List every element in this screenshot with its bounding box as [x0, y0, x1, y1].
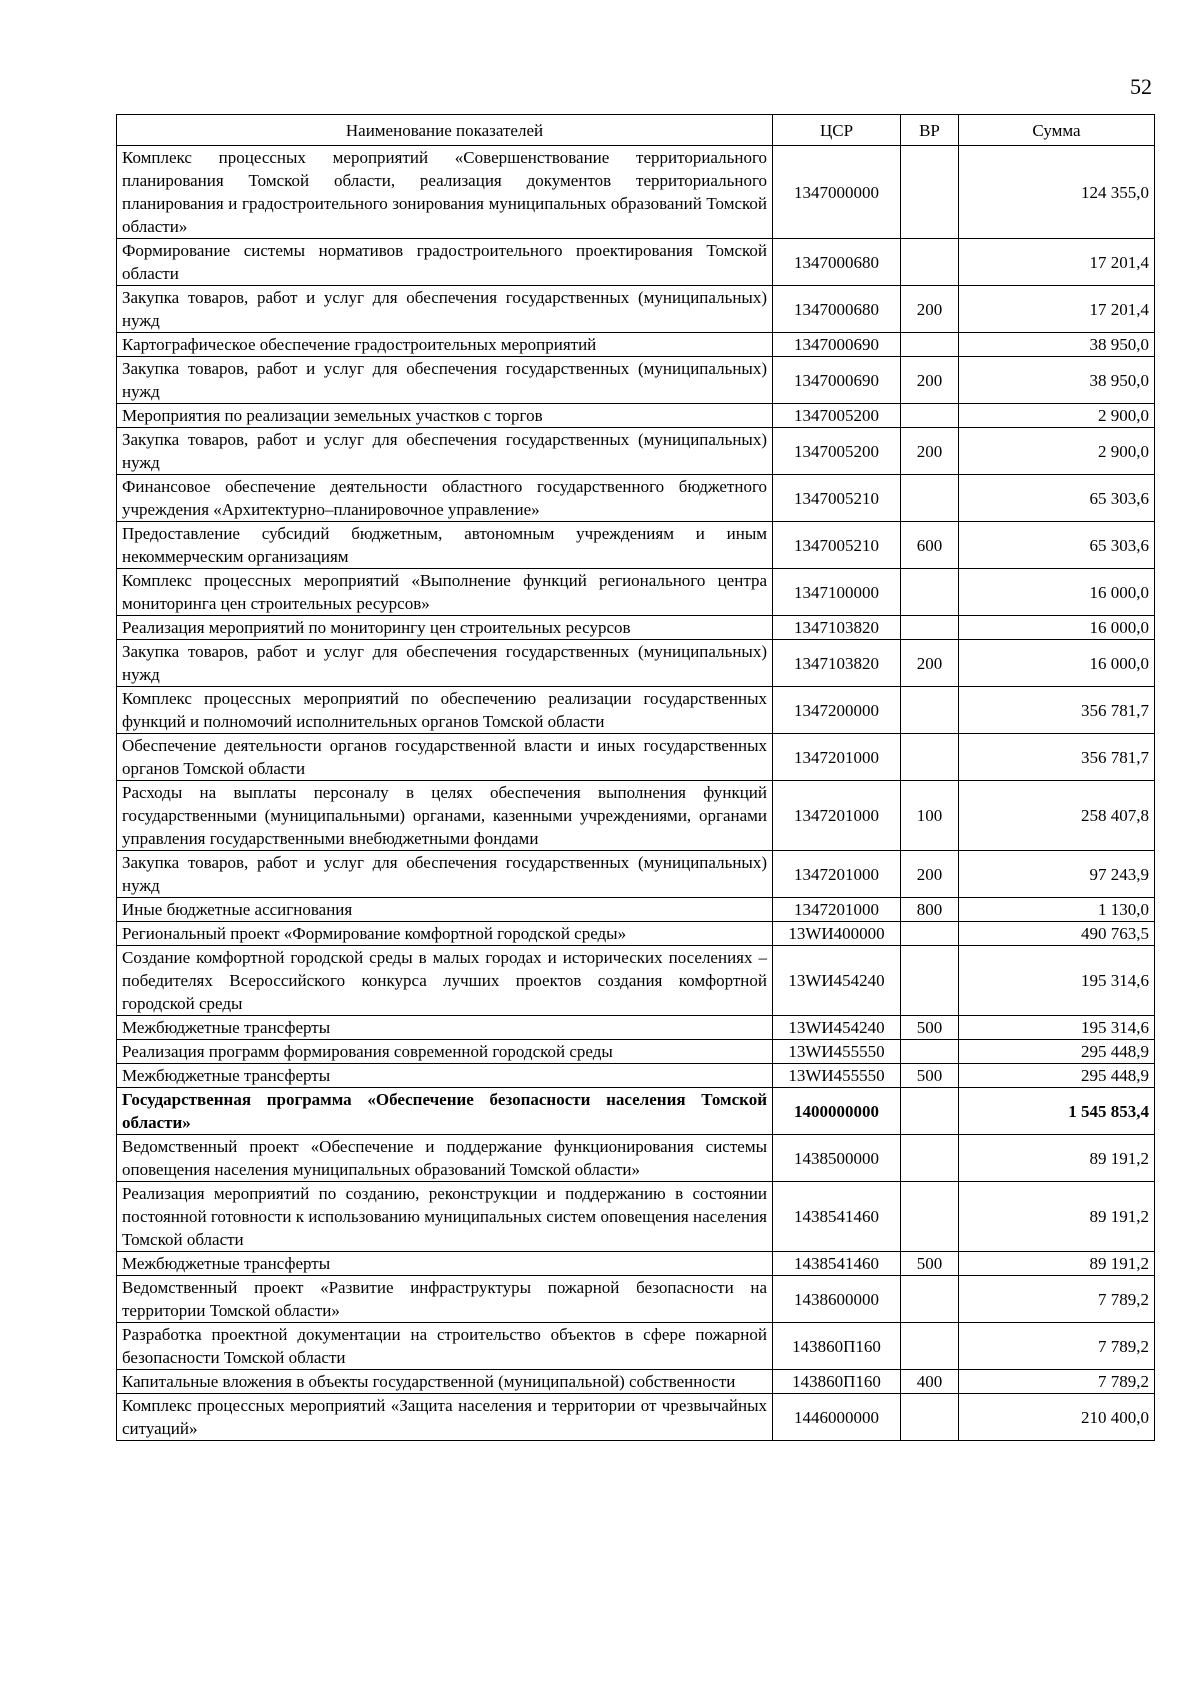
row-sum: 65 303,6 [959, 522, 1155, 569]
table-row [117, 286, 1155, 333]
row-name: Реализация мероприятий по созданию, реконструкции и поддержанию в состоянии постоянной готовности к использованию муниципальных систем оповещения населения Томской области [117, 1182, 773, 1252]
row-vr-code [901, 616, 959, 640]
row-csr-code: 1438541460 [773, 1182, 901, 1252]
row-sum: 7 789,2 [959, 1370, 1155, 1394]
row-csr-code: 1347201000 [773, 734, 901, 781]
row-csr-code: 1347000000 [773, 146, 901, 239]
row-csr-code: 1347201000 [773, 781, 901, 851]
row-name: Межбюджетные трансферты [117, 1064, 773, 1088]
row-vr-code [901, 333, 959, 357]
row-name: Государственная программа «Обеспечение безопасности населения Томской области» [117, 1088, 773, 1135]
row-name: Закупка товаров, работ и услуг для обеспечения государственных (муниципальных) нужд [117, 286, 773, 333]
table-row [117, 1064, 1155, 1088]
row-sum: 89 191,2 [959, 1135, 1155, 1182]
table-row [117, 1252, 1155, 1276]
row-sum: 65 303,6 [959, 475, 1155, 522]
row-vr-code [901, 1040, 959, 1064]
row-vr-code: 200 [901, 851, 959, 898]
row-name: Иные бюджетные ассигнования [117, 898, 773, 922]
row-sum: 16 000,0 [959, 640, 1155, 687]
row-sum: 97 243,9 [959, 851, 1155, 898]
row-name: Расходы на выплаты персоналу в целях обеспечения выполнения функций государственными (муниципальными) органами, казенными учреждениями, органами управления государственными внебюджетными фондами [117, 781, 773, 851]
row-sum: 89 191,2 [959, 1182, 1155, 1252]
row-sum: 124 355,0 [959, 146, 1155, 239]
row-vr-code [901, 404, 959, 428]
row-csr-code: 13WИ455550 [773, 1064, 901, 1088]
table-row [117, 1088, 1155, 1135]
table-row [117, 1182, 1155, 1252]
table-row [117, 1135, 1155, 1182]
row-name: Комплекс процессных мероприятий «Выполнение функций регионального центра мониторинга цен строительных ресурсов» [117, 569, 773, 616]
budget-table [116, 114, 1155, 1441]
row-csr-code: 1438500000 [773, 1135, 901, 1182]
row-vr-code: 200 [901, 428, 959, 475]
row-csr-code: 143860П160 [773, 1323, 901, 1370]
row-sum: 295 448,9 [959, 1064, 1155, 1088]
row-csr-code: 1347005210 [773, 475, 901, 522]
row-csr-code: 1347005200 [773, 428, 901, 475]
row-sum: 490 763,5 [959, 922, 1155, 946]
table-row [117, 1040, 1155, 1064]
table-row [117, 922, 1155, 946]
row-name: Комплекс процессных мероприятий по обеспечению реализации государственных функций и полномочий исполнительных органов Томской области [117, 687, 773, 734]
row-sum: 38 950,0 [959, 357, 1155, 404]
row-csr-code: 1347005200 [773, 404, 901, 428]
row-sum: 295 448,9 [959, 1040, 1155, 1064]
row-csr-code: 1347000690 [773, 333, 901, 357]
row-sum: 258 407,8 [959, 781, 1155, 851]
row-name: Закупка товаров, работ и услуг для обеспечения государственных (муниципальных) нужд [117, 428, 773, 475]
row-name: Реализация мероприятий по мониторингу цен строительных ресурсов [117, 616, 773, 640]
row-name: Ведомственный проект «Обеспечение и поддержание функционирования системы оповещения населения муниципальных образований Томской области» [117, 1135, 773, 1182]
row-sum: 89 191,2 [959, 1252, 1155, 1276]
row-sum: 1 545 853,4 [959, 1088, 1155, 1135]
row-csr-code: 1438600000 [773, 1276, 901, 1323]
row-vr-code: 500 [901, 1064, 959, 1088]
table-header-row [117, 115, 1155, 146]
row-vr-code: 200 [901, 640, 959, 687]
row-csr-code: 13WИ455550 [773, 1040, 901, 1064]
row-csr-code: 1347100000 [773, 569, 901, 616]
row-name: Комплекс процессных мероприятий «Совершенствование территориального планирования Томской области, реализация документов территориального планирования и градостроительного зонирования муниципальных образований Томской области» [117, 146, 773, 239]
row-name: Капитальные вложения в объекты государственной (муниципальной) собственности [117, 1370, 773, 1394]
row-name: Ведомственный проект «Развитие инфраструктуры пожарной безопасности на территории Томской области» [117, 1276, 773, 1323]
row-name: Закупка товаров, работ и услуг для обеспечения государственных (муниципальных) нужд [117, 640, 773, 687]
table-row [117, 404, 1155, 428]
row-vr-code [901, 946, 959, 1016]
row-vr-code: 200 [901, 286, 959, 333]
row-name: Комплекс процессных мероприятий «Защита населения и территории от чрезвычайных ситуаций» [117, 1394, 773, 1441]
row-csr-code: 1446000000 [773, 1394, 901, 1441]
row-csr-code: 1347000680 [773, 286, 901, 333]
table-row [117, 522, 1155, 569]
table-row [117, 616, 1155, 640]
row-vr-code: 600 [901, 522, 959, 569]
table-row [117, 333, 1155, 357]
row-vr-code: 800 [901, 898, 959, 922]
page-number: 52 [1130, 74, 1152, 99]
row-csr-code: 143860П160 [773, 1370, 901, 1394]
row-sum: 356 781,7 [959, 734, 1155, 781]
row-sum: 356 781,7 [959, 687, 1155, 734]
row-name: Создание комфортной городской среды в малых городах и исторических поселениях – победителях Всероссийского конкурса лучших проектов создания комфортной городской среды [117, 946, 773, 1016]
row-vr-code [901, 687, 959, 734]
row-sum: 2 900,0 [959, 404, 1155, 428]
table-row [117, 1276, 1155, 1323]
row-name: Предоставление субсидий бюджетным, автономным учреждениям и иным некоммерческим организациям [117, 522, 773, 569]
row-csr-code: 1347200000 [773, 687, 901, 734]
row-csr-code: 1347005210 [773, 522, 901, 569]
row-csr-code: 1347103820 [773, 640, 901, 687]
row-csr-code: 1347000680 [773, 239, 901, 286]
row-csr-code: 13WИ454240 [773, 1016, 901, 1040]
row-sum: 16 000,0 [959, 569, 1155, 616]
row-name: Межбюджетные трансферты [117, 1252, 773, 1276]
row-name: Межбюджетные трансферты [117, 1016, 773, 1040]
table-row [117, 734, 1155, 781]
row-name: Формирование системы нормативов градостроительного проектирования Томской области [117, 239, 773, 286]
row-name: Закупка товаров, работ и услуг для обеспечения государственных (муниципальных) нужд [117, 357, 773, 404]
row-csr-code: 1400000000 [773, 1088, 901, 1135]
table-row [117, 851, 1155, 898]
row-csr-code: 1438541460 [773, 1252, 901, 1276]
row-sum: 7 789,2 [959, 1276, 1155, 1323]
row-csr-code: 13WИ454240 [773, 946, 901, 1016]
row-vr-code: 500 [901, 1252, 959, 1276]
row-name: Картографическое обеспечение градостроительных мероприятий [117, 333, 773, 357]
row-name: Региональный проект «Формирование комфортной городской среды» [117, 922, 773, 946]
row-vr-code [901, 1135, 959, 1182]
row-vr-code [901, 1182, 959, 1252]
table-row [117, 475, 1155, 522]
row-vr-code [901, 1276, 959, 1323]
row-name: Реализация программ формирования современной городской среды [117, 1040, 773, 1064]
row-vr-code: 400 [901, 1370, 959, 1394]
row-vr-code [901, 734, 959, 781]
row-name: Мероприятия по реализации земельных участков с торгов [117, 404, 773, 428]
row-name: Финансовое обеспечение деятельности областного государственного бюджетного учреждения «Архитектурно–планировочное управление» [117, 475, 773, 522]
header-sum: Сумма [959, 115, 1155, 146]
row-sum: 1 130,0 [959, 898, 1155, 922]
row-vr-code [901, 1323, 959, 1370]
row-vr-code [901, 569, 959, 616]
row-sum: 195 314,6 [959, 1016, 1155, 1040]
table-row [117, 1323, 1155, 1370]
table-row [117, 781, 1155, 851]
table-row [117, 146, 1155, 239]
header-vr: ВР [901, 115, 959, 146]
table-row [117, 1394, 1155, 1441]
row-vr-code [901, 1088, 959, 1135]
table-row [117, 1370, 1155, 1394]
row-csr-code: 13WИ400000 [773, 922, 901, 946]
row-vr-code [901, 239, 959, 286]
table-row [117, 946, 1155, 1016]
row-vr-code [901, 146, 959, 239]
row-vr-code: 100 [901, 781, 959, 851]
table-row [117, 428, 1155, 475]
row-name: Обеспечение деятельности органов государственной власти и иных государственных органов Томской области [117, 734, 773, 781]
row-vr-code: 200 [901, 357, 959, 404]
row-sum: 17 201,4 [959, 239, 1155, 286]
header-csr: ЦСР [773, 115, 901, 146]
row-vr-code: 500 [901, 1016, 959, 1040]
row-csr-code: 1347103820 [773, 616, 901, 640]
row-csr-code: 1347000690 [773, 357, 901, 404]
table-row [117, 1016, 1155, 1040]
table-row [117, 640, 1155, 687]
row-vr-code [901, 1394, 959, 1441]
row-vr-code [901, 922, 959, 946]
table-row [117, 687, 1155, 734]
header-name: Наименование показателей [117, 115, 773, 146]
row-sum: 210 400,0 [959, 1394, 1155, 1441]
table-row [117, 898, 1155, 922]
row-csr-code: 1347201000 [773, 898, 901, 922]
row-sum: 38 950,0 [959, 333, 1155, 357]
row-sum: 195 314,6 [959, 946, 1155, 1016]
row-sum: 17 201,4 [959, 286, 1155, 333]
row-sum: 2 900,0 [959, 428, 1155, 475]
row-sum: 7 789,2 [959, 1323, 1155, 1370]
table-row [117, 239, 1155, 286]
row-csr-code: 1347201000 [773, 851, 901, 898]
table-row [117, 569, 1155, 616]
table-row [117, 357, 1155, 404]
row-vr-code [901, 475, 959, 522]
row-name: Закупка товаров, работ и услуг для обеспечения государственных (муниципальных) нужд [117, 851, 773, 898]
row-sum: 16 000,0 [959, 616, 1155, 640]
row-name: Разработка проектной документации на строительство объектов в сфере пожарной безопасности Томской области [117, 1323, 773, 1370]
